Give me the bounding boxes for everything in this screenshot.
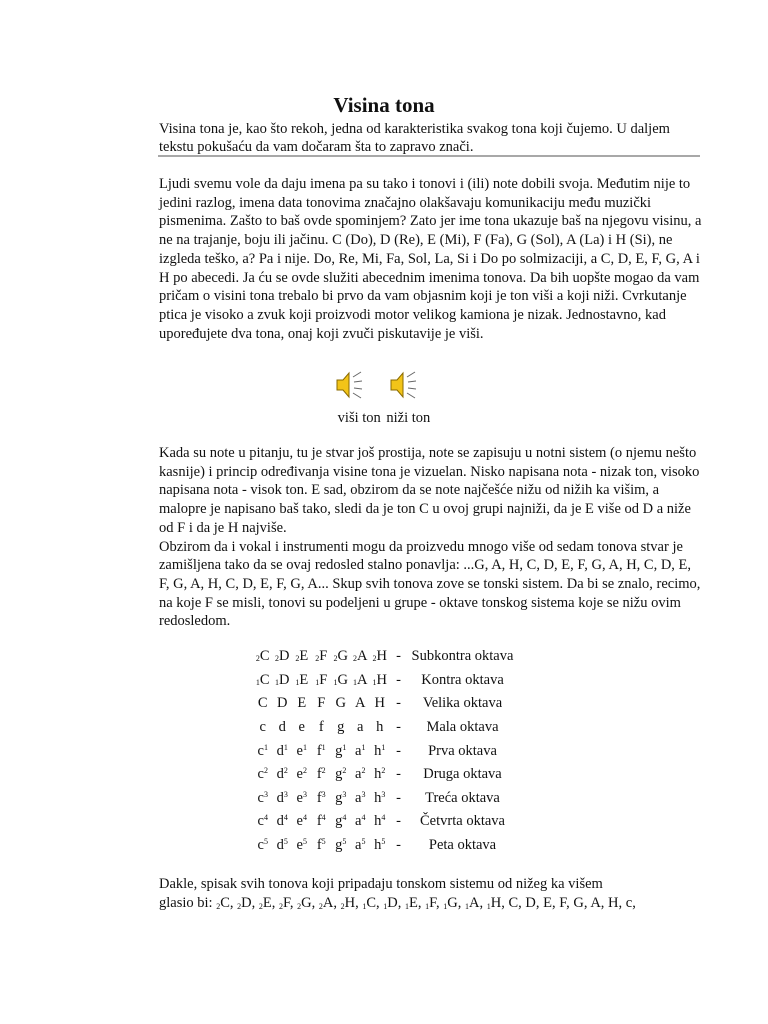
summary-note: c [625, 895, 633, 911]
octave-note: $a^3$ [355, 789, 366, 806]
octave-dash: - [396, 648, 401, 665]
octave-row [253, 834, 518, 858]
paragraph-notation-part1: Kada su note u pitanju, tu je stvar još prostija, note se zapisuju u notni sistem (o njemu nešto kasnije) i princip određivanja visine tona je vizuelan. Nisko napisana nota - nizak ton, visoko napisana nota - visok ton. E sad, obzirom da se note najčešće nižu od nižih ka višim, a malopre je napisano baš tako, sledi da je ton C u ovoj grupi najniži, da je E više od D a niže od F i da je H najviše. [159, 445, 700, 536]
octave-table [253, 645, 518, 857]
summary-note: 1E [404, 895, 418, 911]
octave-note: $_2$D [275, 648, 290, 665]
octave-note: $f^2$ [316, 766, 326, 783]
octave-note: $g^5$ [335, 837, 347, 854]
octave-note: $d^4$ [276, 813, 288, 830]
octave-note: $f^1$ [316, 742, 326, 759]
octave-row [253, 692, 518, 716]
octave-note: $a^4$ [355, 813, 366, 830]
octave-name: Kontra oktava [421, 671, 504, 688]
octave-note: $c^1$ [257, 742, 268, 759]
summary-note: C [508, 895, 519, 911]
octave-dash: - [396, 671, 401, 688]
speaker-icon[interactable] [334, 368, 364, 402]
octave-note: $_1$C [255, 671, 270, 688]
octave-dash: - [396, 742, 401, 759]
octave-note: $g^1$ [335, 742, 347, 759]
octave-note: h [376, 719, 384, 736]
summary-note: 1G [443, 895, 458, 911]
octave-note: $_2$G [333, 648, 348, 665]
octave-note: $g^2$ [335, 766, 347, 783]
octave-note: $d^2$ [276, 766, 288, 783]
summary-note: 2H [340, 895, 356, 911]
octave-note: $h^3$ [374, 789, 386, 806]
summary-line-2: glasio bi: 2C, 2D, 2E, 2F, 2G, 2A, 2H, 1C, 1D, 1E, 1F, 1G, 1A, 1H, C, D, E, F, G, A, H, c, [159, 895, 636, 911]
octave-note: G [335, 695, 346, 712]
octave-note: $_1$F [315, 671, 328, 688]
octave-note: $f^3$ [316, 789, 326, 806]
octave-note: $g^4$ [335, 813, 347, 830]
octave-note: $_1$D [275, 671, 290, 688]
summary-note: H [608, 895, 619, 911]
summary-note: F [559, 895, 567, 911]
octave-note: F [317, 695, 326, 712]
summary-note: A [590, 895, 601, 911]
octave-row [253, 716, 518, 740]
octave-note: $h^5$ [374, 837, 386, 854]
octave-note: $c^5$ [257, 837, 268, 854]
low-tone-label: niži ton [386, 410, 431, 426]
summary-note: 1C [362, 895, 376, 911]
octave-note: E [297, 695, 307, 712]
octave-note: $d^1$ [276, 742, 288, 759]
octave-note: f [318, 719, 324, 736]
horizontal-divider [158, 155, 700, 157]
octave-row [253, 763, 518, 787]
octave-row [253, 787, 518, 811]
octave-note: $_2$F [315, 648, 328, 665]
octave-note: $f^4$ [316, 813, 326, 830]
octave-note: $c^4$ [257, 813, 268, 830]
octave-note: $c^3$ [257, 789, 268, 806]
summary-note: 1F [425, 895, 436, 911]
octave-note: A [355, 695, 366, 712]
octave-dash: - [396, 813, 401, 830]
octave-note: e [298, 719, 305, 736]
octave-note: a [357, 719, 364, 736]
summary-prefix: glasio bi: [159, 895, 217, 911]
octave-note: H [374, 695, 385, 712]
octave-note: c [259, 719, 266, 736]
summary-note: D [525, 895, 536, 911]
octave-name: Mala oktava [426, 719, 499, 736]
summary-note: G [573, 895, 584, 911]
summary-note: 2E [258, 895, 272, 911]
paragraph-summary [159, 875, 704, 916]
octave-note: C [257, 695, 268, 712]
high-tone-label: viši ton [337, 410, 381, 426]
octave-dash: - [396, 789, 401, 806]
octave-dash: - [396, 695, 401, 712]
summary-note: 2G [297, 895, 312, 911]
octave-note: $_2$E [295, 648, 309, 665]
octave-name: Prva oktava [428, 742, 497, 759]
octave-note: $g^3$ [335, 789, 347, 806]
octave-note: $h^1$ [374, 742, 386, 759]
paragraph-notation [159, 444, 704, 631]
speaker-group [330, 368, 430, 408]
octave-dash: - [396, 837, 401, 854]
octave-note: $e^4$ [296, 813, 307, 830]
paragraph-note-names: Ljudi svemu vole da daju imena pa su tako i tonovi i (ili) note dobili svoja. Međutim nije to jedini razlog, imena data tonovima značajno olakšavaju komunikaciju među muzički pismenima. Zašto to baš ovde spominjem? Zato jer ime tona ukazuje baš na njegovu visinu, a ne na trajanje, boju ili jačinu. C (Do), D (Re), E (Mi), F (Fa), G (Sol), A (La) i H (Si), ne izgleda teško, a? Pa i nije. Do, Re, Mi, Fa, Sol, La, Si i Do po solmizaciji, a C, D, E, F, G, A i H po abecedi. Ja ću se ovde služiti abecednim imenima tonova. Da bih uopšte mogao da vam pričam o visini tona trebalo bi prvo da vam objasnim koji je ton viši a koji niži. Cvrkutanje ptica je visoko a zvuk koji proizvodi motor velikog kamiona je nizak. Jednostavno, kad upoređujete dva tona, onaj koji zvuči piskutavije je viši. [159, 176, 702, 342]
octave-name: Peta oktava [428, 837, 497, 854]
octave-name: Subkontra oktava [411, 648, 514, 665]
summary-note: E [543, 895, 552, 911]
octave-note: $e^1$ [296, 742, 307, 759]
octave-note: $_1$A [353, 671, 368, 688]
octave-row [253, 739, 518, 763]
summary-line-1: Dakle, spisak svih tonova koji pripadaju tonskom sistemu od nižeg ka višem [159, 876, 603, 892]
octave-note: $c^2$ [257, 766, 268, 783]
summary-note: 2D [237, 895, 252, 911]
summary-note: 2C [216, 895, 230, 911]
paragraph-notation-part2: Obzirom da i vokal i instrumenti mogu da proizvedu mnogo više od sedam tonova stvar je zamišljena tako da se ovaj redosled stalno ponavlja: ...G, A, H, C, D, E, F, G, A, H, C, D, E, F, G, A, H, C, D, E, F, G, A... Skup svih tonova zove se tonski sistem. Da bi se znalo, recimo, na koje F se misli, tonovi su podeljeni u grupe - oktave tonskog sistema koje se nižu ovim redosledom. [159, 538, 701, 630]
summary-note: 1D [383, 895, 398, 911]
octave-note: $_2$A [353, 648, 368, 665]
octave-dash: - [396, 719, 401, 736]
summary-note: 2A [318, 895, 334, 911]
octave-note: g [337, 719, 345, 736]
octave-note: D [277, 695, 288, 712]
octave-note: d [278, 719, 286, 736]
octave-note: $_2$C [255, 648, 270, 665]
octave-name: Četvrta oktava [420, 813, 505, 830]
octave-note: $f^5$ [316, 837, 326, 854]
octave-row [253, 810, 518, 834]
speaker-captions [0, 410, 768, 427]
octave-note: $_1$G [333, 671, 348, 688]
summary-note: 2F [278, 895, 290, 911]
octave-row [253, 645, 518, 669]
octave-row [253, 669, 518, 693]
octave-note: $e^2$ [296, 766, 307, 783]
octave-name: Druga oktava [423, 766, 502, 783]
octave-dash: - [396, 766, 401, 783]
octave-note: $e^3$ [296, 789, 307, 806]
octave-note: $h^2$ [374, 766, 386, 783]
page-title: Visina tona [333, 93, 435, 117]
octave-note: $d^3$ [276, 789, 288, 806]
octave-note: $_1$E [295, 671, 309, 688]
octave-name: Velika oktava [422, 695, 503, 712]
octave-name: Treća oktava [425, 789, 500, 806]
octave-note: $d^5$ [276, 837, 288, 854]
octave-note: $a^1$ [355, 742, 366, 759]
intro-paragraph: Visina tona je, kao što rekoh, jedna od karakteristika svakog tona koji čujemo. U daljem tekstu pokušaću da vam dočaram šta to zapravo znači. [159, 121, 670, 155]
octave-note: $e^5$ [296, 837, 307, 854]
octave-note: $_2$H [372, 648, 387, 665]
octave-note: $a^5$ [355, 837, 366, 854]
speaker-icon[interactable] [388, 368, 418, 402]
octave-note: $h^4$ [374, 813, 386, 830]
octave-note: $_1$H [372, 671, 387, 688]
octave-note: $a^2$ [355, 766, 366, 783]
summary-note: 1H [486, 895, 502, 911]
summary-note: 1A [464, 895, 480, 911]
